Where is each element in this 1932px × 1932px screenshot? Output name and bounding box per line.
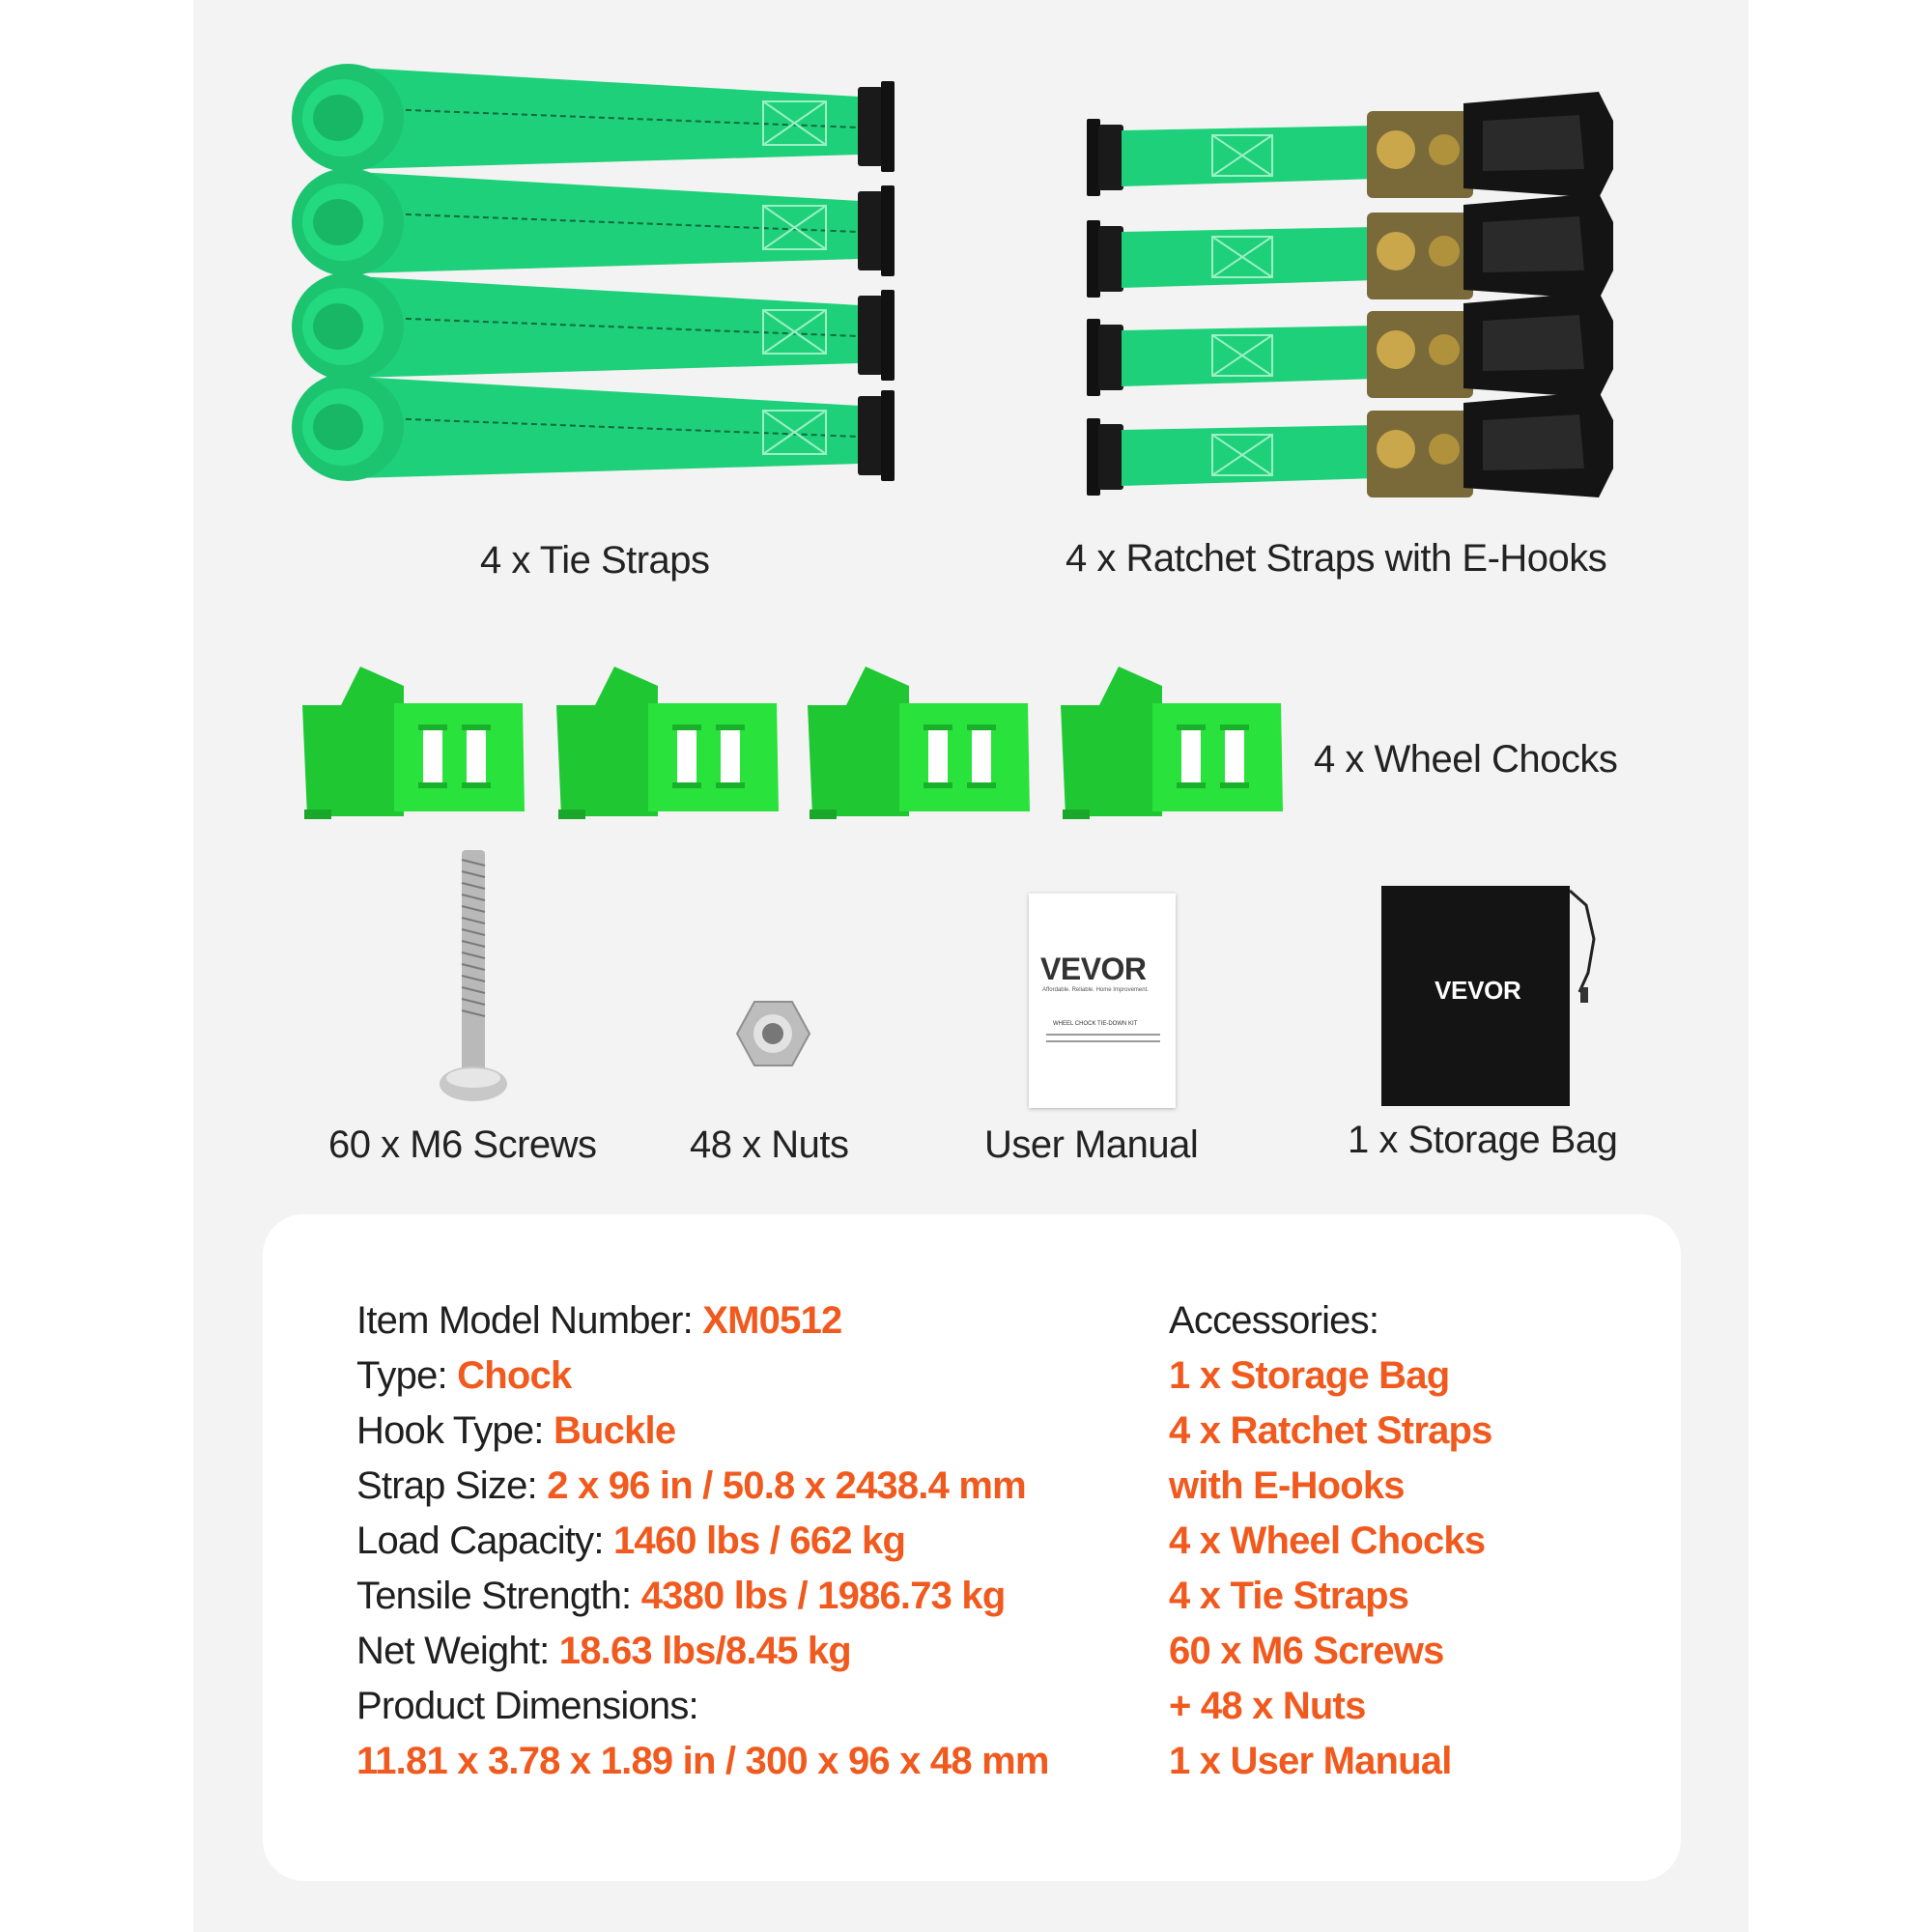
- spec-hook-type: Hook Type: Buckle: [356, 1409, 676, 1452]
- accessories-title: Accessories:: [1169, 1299, 1379, 1342]
- spec-load-capacity: Load Capacity: 1460 lbs / 662 kg: [356, 1520, 906, 1562]
- accessory-item: 4 x Wheel Chocks: [1169, 1520, 1486, 1562]
- manual-tagline: Affordable. Reliable. Home Improvement.: [1042, 987, 1149, 993]
- nuts-label: 48 x Nuts: [690, 1123, 849, 1166]
- wheel-chocks-image: [302, 667, 1297, 821]
- user-manual-image: [1029, 894, 1176, 1108]
- spec-type: Type: Chock: [356, 1354, 572, 1397]
- screw-image: [440, 850, 507, 1106]
- spec-model: Item Model Number: XM0512: [356, 1299, 842, 1342]
- manual-brand-logo: VEVOR: [1040, 952, 1147, 986]
- manual-fine-print: [1046, 1034, 1160, 1036]
- accessory-item: 1 x User Manual: [1169, 1740, 1452, 1782]
- accessory-item: 60 x M6 Screws: [1169, 1630, 1444, 1672]
- accessory-item: with E-Hooks: [1169, 1464, 1405, 1507]
- manual-label: User Manual: [984, 1123, 1199, 1166]
- tie-straps-label: 4 x Tie Straps: [480, 539, 710, 582]
- spec-dimensions-value: 11.81 x 3.78 x 1.89 in / 300 x 96 x 48 mm: [356, 1740, 1049, 1782]
- bag-label: 1 x Storage Bag: [1348, 1119, 1618, 1161]
- manual-title: WHEEL CHOCK TIE-DOWN KIT: [1053, 1021, 1138, 1027]
- accessory-item: 4 x Tie Straps: [1169, 1575, 1409, 1617]
- screws-label: 60 x M6 Screws: [328, 1123, 597, 1166]
- accessory-item: + 48 x Nuts: [1169, 1685, 1366, 1727]
- accessory-item: 1 x Storage Bag: [1169, 1354, 1450, 1397]
- tie-straps-image: [290, 58, 918, 541]
- spec-tensile-strength: Tensile Strength: 4380 lbs / 1986.73 kg: [356, 1575, 1006, 1617]
- accessory-item: 4 x Ratchet Straps: [1169, 1409, 1492, 1452]
- spec-card: [263, 1214, 1681, 1881]
- wheel-chocks-label: 4 x Wheel Chocks: [1314, 738, 1618, 781]
- nut-image: [737, 1000, 810, 1067]
- spec-strap-size: Strap Size: 2 x 96 in / 50.8 x 2438.4 mm: [356, 1464, 1026, 1507]
- spec-dimensions-label: Product Dimensions:: [356, 1685, 698, 1727]
- bag-brand-logo: VEVOR: [1435, 976, 1521, 1005]
- ratchet-straps-image: [1087, 92, 1613, 507]
- manual-fine-print: [1046, 1040, 1160, 1042]
- spec-net-weight: Net Weight: 18.63 lbs/8.45 kg: [356, 1630, 851, 1672]
- ratchet-straps-label: 4 x Ratchet Straps with E-Hooks: [1065, 537, 1607, 580]
